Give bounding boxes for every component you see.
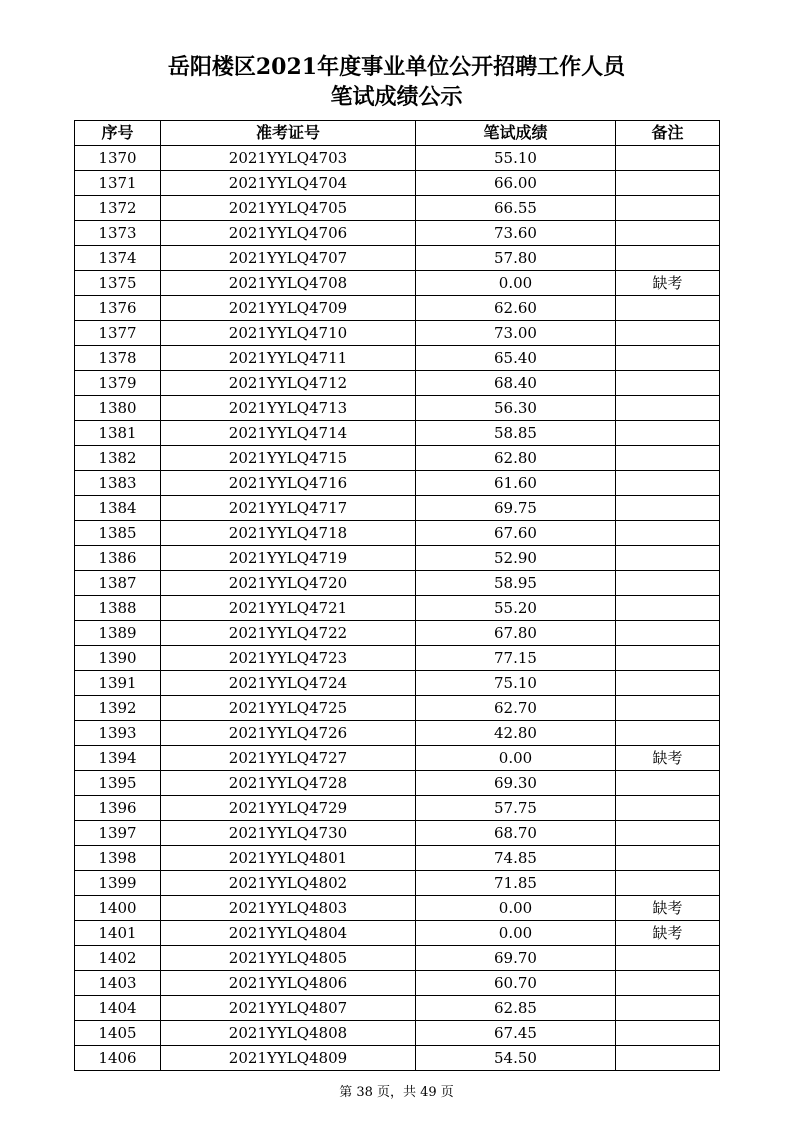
- table-row: [75, 921, 720, 946]
- cell-remarks: [616, 321, 720, 346]
- table-header: [75, 121, 720, 146]
- cell-remarks: [616, 496, 720, 521]
- header-row: [75, 121, 720, 146]
- cell-index: 1401: [75, 921, 161, 946]
- cell-index: 1392: [75, 696, 161, 721]
- cell-exam-number: 2021YYLQ4729: [161, 796, 416, 821]
- cell-score: 62.60: [416, 296, 616, 321]
- cell-remarks: [616, 696, 720, 721]
- cell-score: 62.85: [416, 996, 616, 1021]
- cell-score: 62.80: [416, 446, 616, 471]
- cell-index: 1382: [75, 446, 161, 471]
- table-row: [75, 721, 720, 746]
- cell-index: 1396: [75, 796, 161, 821]
- cell-index: 1380: [75, 396, 161, 421]
- cell-remarks: [616, 671, 720, 696]
- cell-remarks: [616, 871, 720, 896]
- table-row: [75, 946, 720, 971]
- table-row: [75, 571, 720, 596]
- cell-index: 1386: [75, 546, 161, 571]
- cell-remarks: [616, 946, 720, 971]
- cell-index: 1379: [75, 371, 161, 396]
- cell-remarks: [616, 521, 720, 546]
- table-row: [75, 246, 720, 271]
- cell-score: 62.70: [416, 696, 616, 721]
- header-index: 序号: [75, 121, 161, 146]
- cell-index: 1393: [75, 721, 161, 746]
- cell-remarks: [616, 296, 720, 321]
- table-row: [75, 796, 720, 821]
- cell-index: 1374: [75, 246, 161, 271]
- cell-remarks: [616, 821, 720, 846]
- cell-index: 1398: [75, 846, 161, 871]
- table-row: [75, 146, 720, 171]
- header-score: 笔试成绩: [416, 121, 616, 146]
- cell-index: 1390: [75, 646, 161, 671]
- cell-exam-number: 2021YYLQ4709: [161, 296, 416, 321]
- cell-remarks: [616, 246, 720, 271]
- table-row: [75, 271, 720, 296]
- cell-exam-number: 2021YYLQ4801: [161, 846, 416, 871]
- cell-index: 1385: [75, 521, 161, 546]
- table-row: [75, 896, 720, 921]
- cell-exam-number: 2021YYLQ4707: [161, 246, 416, 271]
- table-row: [75, 196, 720, 221]
- scores-table: [74, 120, 720, 1071]
- cell-score: 75.10: [416, 671, 616, 696]
- cell-remarks: [616, 196, 720, 221]
- table-row: [75, 821, 720, 846]
- cell-score: 0.00: [416, 921, 616, 946]
- table-row: [75, 971, 720, 996]
- cell-score: 69.70: [416, 946, 616, 971]
- cell-score: 61.60: [416, 471, 616, 496]
- cell-score: 67.80: [416, 621, 616, 646]
- cell-remarks: 缺考: [616, 921, 720, 946]
- cell-score: 42.80: [416, 721, 616, 746]
- cell-exam-number: 2021YYLQ4722: [161, 621, 416, 646]
- cell-score: 0.00: [416, 271, 616, 296]
- cell-exam-number: 2021YYLQ4805: [161, 946, 416, 971]
- cell-remarks: [616, 446, 720, 471]
- cell-remarks: [616, 971, 720, 996]
- cell-remarks: [616, 346, 720, 371]
- cell-score: 67.60: [416, 521, 616, 546]
- cell-exam-number: 2021YYLQ4726: [161, 721, 416, 746]
- table-row: [75, 396, 720, 421]
- table-row: [75, 371, 720, 396]
- page-subtitle: 笔试成绩公示: [330, 84, 463, 110]
- cell-score: 74.85: [416, 846, 616, 871]
- header-remarks: 备注: [616, 121, 720, 146]
- cell-score: 68.70: [416, 821, 616, 846]
- table-row: [75, 1021, 720, 1046]
- cell-remarks: [616, 371, 720, 396]
- cell-exam-number: 2021YYLQ4704: [161, 171, 416, 196]
- table-row: [75, 996, 720, 1021]
- cell-remarks: [616, 796, 720, 821]
- cell-exam-number: 2021YYLQ4713: [161, 396, 416, 421]
- cell-index: 1378: [75, 346, 161, 371]
- cell-score: 0.00: [416, 896, 616, 921]
- table-row: [75, 696, 720, 721]
- cell-index: 1387: [75, 571, 161, 596]
- cell-score: 57.75: [416, 796, 616, 821]
- cell-remarks: [616, 396, 720, 421]
- cell-index: 1372: [75, 196, 161, 221]
- cell-score: 58.85: [416, 421, 616, 446]
- cell-remarks: [616, 171, 720, 196]
- cell-exam-number: 2021YYLQ4719: [161, 546, 416, 571]
- cell-score: 67.45: [416, 1021, 616, 1046]
- cell-index: 1395: [75, 771, 161, 796]
- cell-score: 69.30: [416, 771, 616, 796]
- cell-remarks: [616, 596, 720, 621]
- cell-remarks: [616, 996, 720, 1021]
- cell-exam-number: 2021YYLQ4720: [161, 571, 416, 596]
- table-row: [75, 746, 720, 771]
- cell-index: 1400: [75, 896, 161, 921]
- cell-score: 54.50: [416, 1046, 616, 1071]
- table-row: [75, 871, 720, 896]
- page-title: 岳阳楼区2021年度事业单位公开招聘工作人员: [167, 54, 626, 80]
- table-row: [75, 846, 720, 871]
- cell-remarks: [616, 571, 720, 596]
- cell-score: 73.60: [416, 221, 616, 246]
- cell-score: 0.00: [416, 746, 616, 771]
- header-exam-number: 准考证号: [161, 121, 416, 146]
- cell-score: 56.30: [416, 396, 616, 421]
- cell-score: 60.70: [416, 971, 616, 996]
- cell-exam-number: 2021YYLQ4712: [161, 371, 416, 396]
- cell-exam-number: 2021YYLQ4716: [161, 471, 416, 496]
- cell-remarks: [616, 771, 720, 796]
- cell-exam-number: 2021YYLQ4804: [161, 921, 416, 946]
- cell-index: 1394: [75, 746, 161, 771]
- table-row: [75, 471, 720, 496]
- table-row: [75, 546, 720, 571]
- table-row: [75, 346, 720, 371]
- cell-exam-number: 2021YYLQ4708: [161, 271, 416, 296]
- cell-exam-number: 2021YYLQ4706: [161, 221, 416, 246]
- cell-remarks: [616, 221, 720, 246]
- cell-remarks: [616, 646, 720, 671]
- cell-index: 1406: [75, 1046, 161, 1071]
- cell-remarks: [616, 621, 720, 646]
- table-row: [75, 296, 720, 321]
- cell-remarks: [616, 146, 720, 171]
- cell-remarks: [616, 846, 720, 871]
- cell-remarks: 缺考: [616, 746, 720, 771]
- cell-remarks: 缺考: [616, 896, 720, 921]
- cell-exam-number: 2021YYLQ4717: [161, 496, 416, 521]
- table-row: [75, 321, 720, 346]
- cell-exam-number: 2021YYLQ4809: [161, 1046, 416, 1071]
- cell-score: 71.85: [416, 871, 616, 896]
- cell-index: 1383: [75, 471, 161, 496]
- table-row: [75, 421, 720, 446]
- cell-exam-number: 2021YYLQ4730: [161, 821, 416, 846]
- cell-exam-number: 2021YYLQ4728: [161, 771, 416, 796]
- cell-index: 1381: [75, 421, 161, 446]
- cell-exam-number: 2021YYLQ4807: [161, 996, 416, 1021]
- cell-index: 1391: [75, 671, 161, 696]
- cell-index: 1375: [75, 271, 161, 296]
- cell-index: 1373: [75, 221, 161, 246]
- table-row: [75, 1046, 720, 1071]
- cell-exam-number: 2021YYLQ4727: [161, 746, 416, 771]
- cell-index: 1397: [75, 821, 161, 846]
- cell-exam-number: 2021YYLQ4718: [161, 521, 416, 546]
- cell-score: 66.00: [416, 171, 616, 196]
- table-row: [75, 771, 720, 796]
- cell-index: 1388: [75, 596, 161, 621]
- table-row: [75, 621, 720, 646]
- cell-index: 1384: [75, 496, 161, 521]
- cell-exam-number: 2021YYLQ4710: [161, 321, 416, 346]
- cell-exam-number: 2021YYLQ4721: [161, 596, 416, 621]
- cell-index: 1403: [75, 971, 161, 996]
- cell-score: 55.20: [416, 596, 616, 621]
- cell-index: 1399: [75, 871, 161, 896]
- cell-index: 1376: [75, 296, 161, 321]
- cell-score: 52.90: [416, 546, 616, 571]
- cell-score: 77.15: [416, 646, 616, 671]
- table-row: [75, 446, 720, 471]
- cell-index: 1405: [75, 1021, 161, 1046]
- page-footer: 第 38 页，共 49 页: [339, 1085, 454, 1100]
- cell-exam-number: 2021YYLQ4802: [161, 871, 416, 896]
- cell-index: 1389: [75, 621, 161, 646]
- table-row: [75, 521, 720, 546]
- cell-score: 66.55: [416, 196, 616, 221]
- cell-score: 58.95: [416, 571, 616, 596]
- table-row: [75, 221, 720, 246]
- cell-exam-number: 2021YYLQ4715: [161, 446, 416, 471]
- cell-exam-number: 2021YYLQ4703: [161, 146, 416, 171]
- cell-remarks: [616, 471, 720, 496]
- table-body: [75, 146, 720, 1071]
- cell-exam-number: 2021YYLQ4711: [161, 346, 416, 371]
- cell-index: 1402: [75, 946, 161, 971]
- cell-index: 1377: [75, 321, 161, 346]
- cell-exam-number: 2021YYLQ4806: [161, 971, 416, 996]
- cell-remarks: [616, 421, 720, 446]
- cell-index: 1404: [75, 996, 161, 1021]
- cell-exam-number: 2021YYLQ4724: [161, 671, 416, 696]
- table-row: [75, 671, 720, 696]
- cell-score: 68.40: [416, 371, 616, 396]
- table-row: [75, 496, 720, 521]
- cell-remarks: [616, 1046, 720, 1071]
- cell-remarks: [616, 546, 720, 571]
- cell-exam-number: 2021YYLQ4803: [161, 896, 416, 921]
- cell-index: 1370: [75, 146, 161, 171]
- cell-exam-number: 2021YYLQ4705: [161, 196, 416, 221]
- cell-exam-number: 2021YYLQ4714: [161, 421, 416, 446]
- table-row: [75, 646, 720, 671]
- cell-exam-number: 2021YYLQ4723: [161, 646, 416, 671]
- cell-exam-number: 2021YYLQ4725: [161, 696, 416, 721]
- cell-exam-number: 2021YYLQ4808: [161, 1021, 416, 1046]
- cell-remarks: [616, 721, 720, 746]
- cell-remarks: 缺考: [616, 271, 720, 296]
- cell-score: 73.00: [416, 321, 616, 346]
- cell-score: 69.75: [416, 496, 616, 521]
- cell-score: 55.10: [416, 146, 616, 171]
- cell-index: 1371: [75, 171, 161, 196]
- cell-remarks: [616, 1021, 720, 1046]
- cell-score: 65.40: [416, 346, 616, 371]
- table-row: [75, 596, 720, 621]
- table-row: [75, 171, 720, 196]
- cell-score: 57.80: [416, 246, 616, 271]
